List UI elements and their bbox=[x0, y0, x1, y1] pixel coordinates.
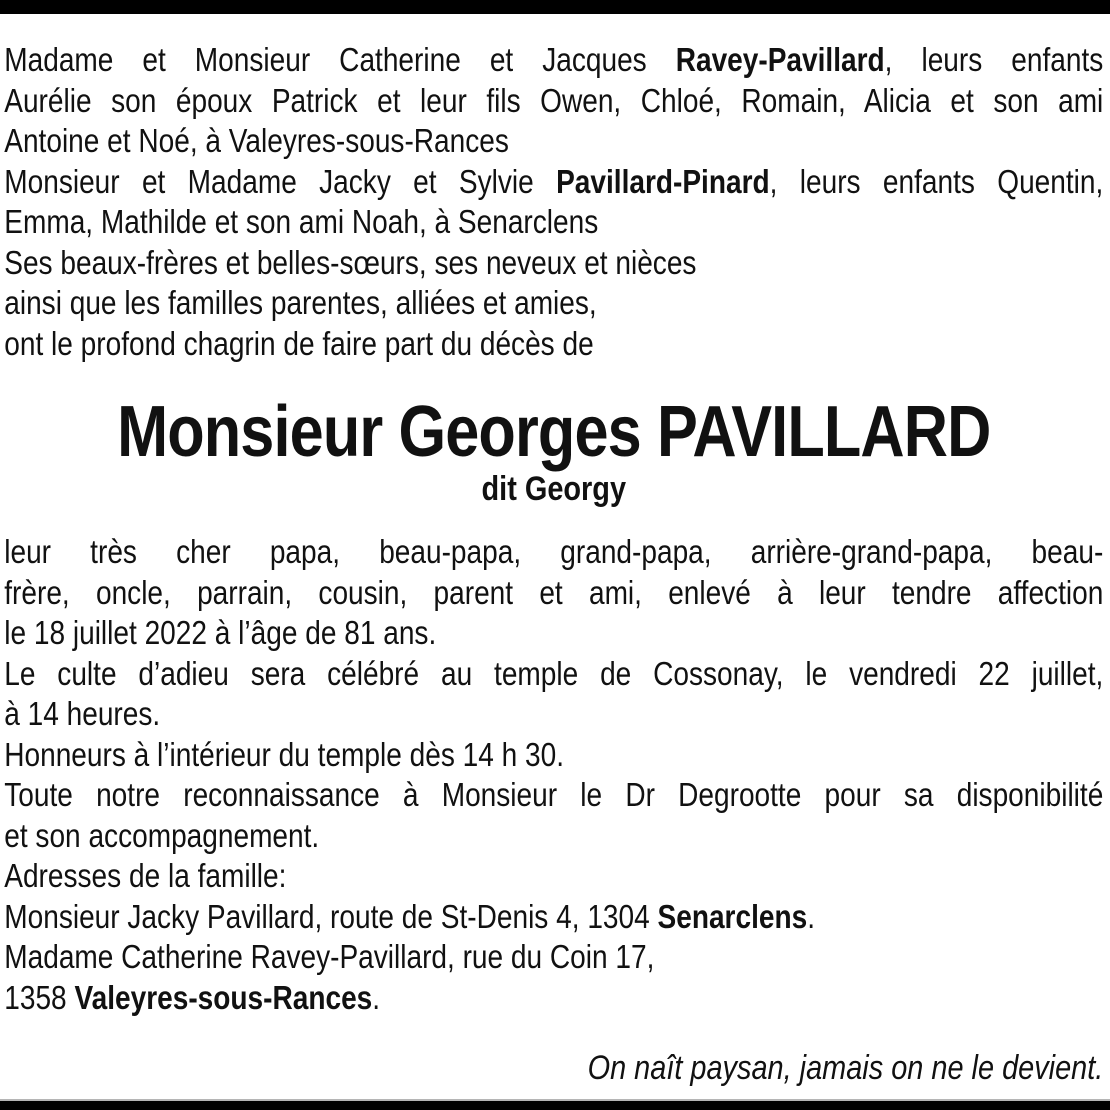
top-rule bbox=[0, 0, 1110, 14]
detail-line: Le culte d’adieu sera célébré au temple de Cossonay, le vendredi 22 juillet, bbox=[4, 654, 1104, 692]
detail-line: frère, oncle, parrain, cousin, parent et ami, enlevé à leur tendre affection bbox=[4, 573, 1104, 611]
bottom-rule bbox=[0, 1099, 1110, 1110]
detail-line: Monsieur Jacky Pavillard, route de St-Denis 4, 1304 Senarclens. bbox=[4, 897, 816, 935]
intro-paragraph bbox=[4, 40, 1103, 364]
intro-line: Antoine et Noé, à Valeyres-sous-Rances bbox=[4, 122, 509, 159]
intro-line: ainsi que les familles parentes, alliées et amies, bbox=[4, 284, 597, 321]
detail-line: Toute notre reconnaissance à Monsieur le Dr Degrootte pour sa disponibilité bbox=[4, 776, 1104, 813]
intro-line: Emma, Mathilde et son ami Noah, à Senarclens bbox=[4, 203, 599, 240]
intro-line: Aurélie son époux Patrick et leur fils Owen, Chloé, Romain, Alicia et son ami bbox=[4, 81, 1104, 119]
detail-line: le 18 juillet 2022 à l’âge de 81 ans. bbox=[4, 614, 437, 651]
detail-line: 1358 Valeyres-sous-Rances. bbox=[4, 978, 381, 1016]
intro-line: ont le profond chagrin de faire part du décès de bbox=[4, 324, 594, 362]
intro-line: Ses beaux-frères et belles-sœurs, ses neveux et nièces bbox=[4, 243, 697, 281]
deceased-nickname: dit Georgy bbox=[481, 470, 627, 508]
detail-line: leur très cher papa, beau-papa, grand-papa, arrière-grand-papa, beau- bbox=[4, 533, 1104, 570]
detail-line: Madame Catherine Ravey-Pavillard, rue du Coin 17, bbox=[4, 938, 655, 975]
intro-line: Monsieur et Madame Jacky et Sylvie Pavillard-Pinard, leurs enfants Quentin, bbox=[4, 162, 1104, 200]
deceased-name: Monsieur Georges PAVILLARD bbox=[117, 392, 991, 472]
epitaph: On naît paysan, jamais on ne le devient. bbox=[587, 1049, 1104, 1087]
detail-line: et son accompagnement. bbox=[4, 816, 320, 854]
detail-line: à 14 heures. bbox=[4, 695, 161, 732]
details-paragraph bbox=[4, 532, 1103, 1018]
obituary-content bbox=[0, 40, 1110, 1089]
detail-line: Honneurs à l’intérieur du temple dès 14 h 30. bbox=[4, 735, 565, 773]
intro-line: Madame et Monsieur Catherine et Jacques Ravey-Pavillard, leurs enfants bbox=[4, 41, 1104, 78]
detail-line: Adresses de la famille: bbox=[4, 857, 287, 894]
